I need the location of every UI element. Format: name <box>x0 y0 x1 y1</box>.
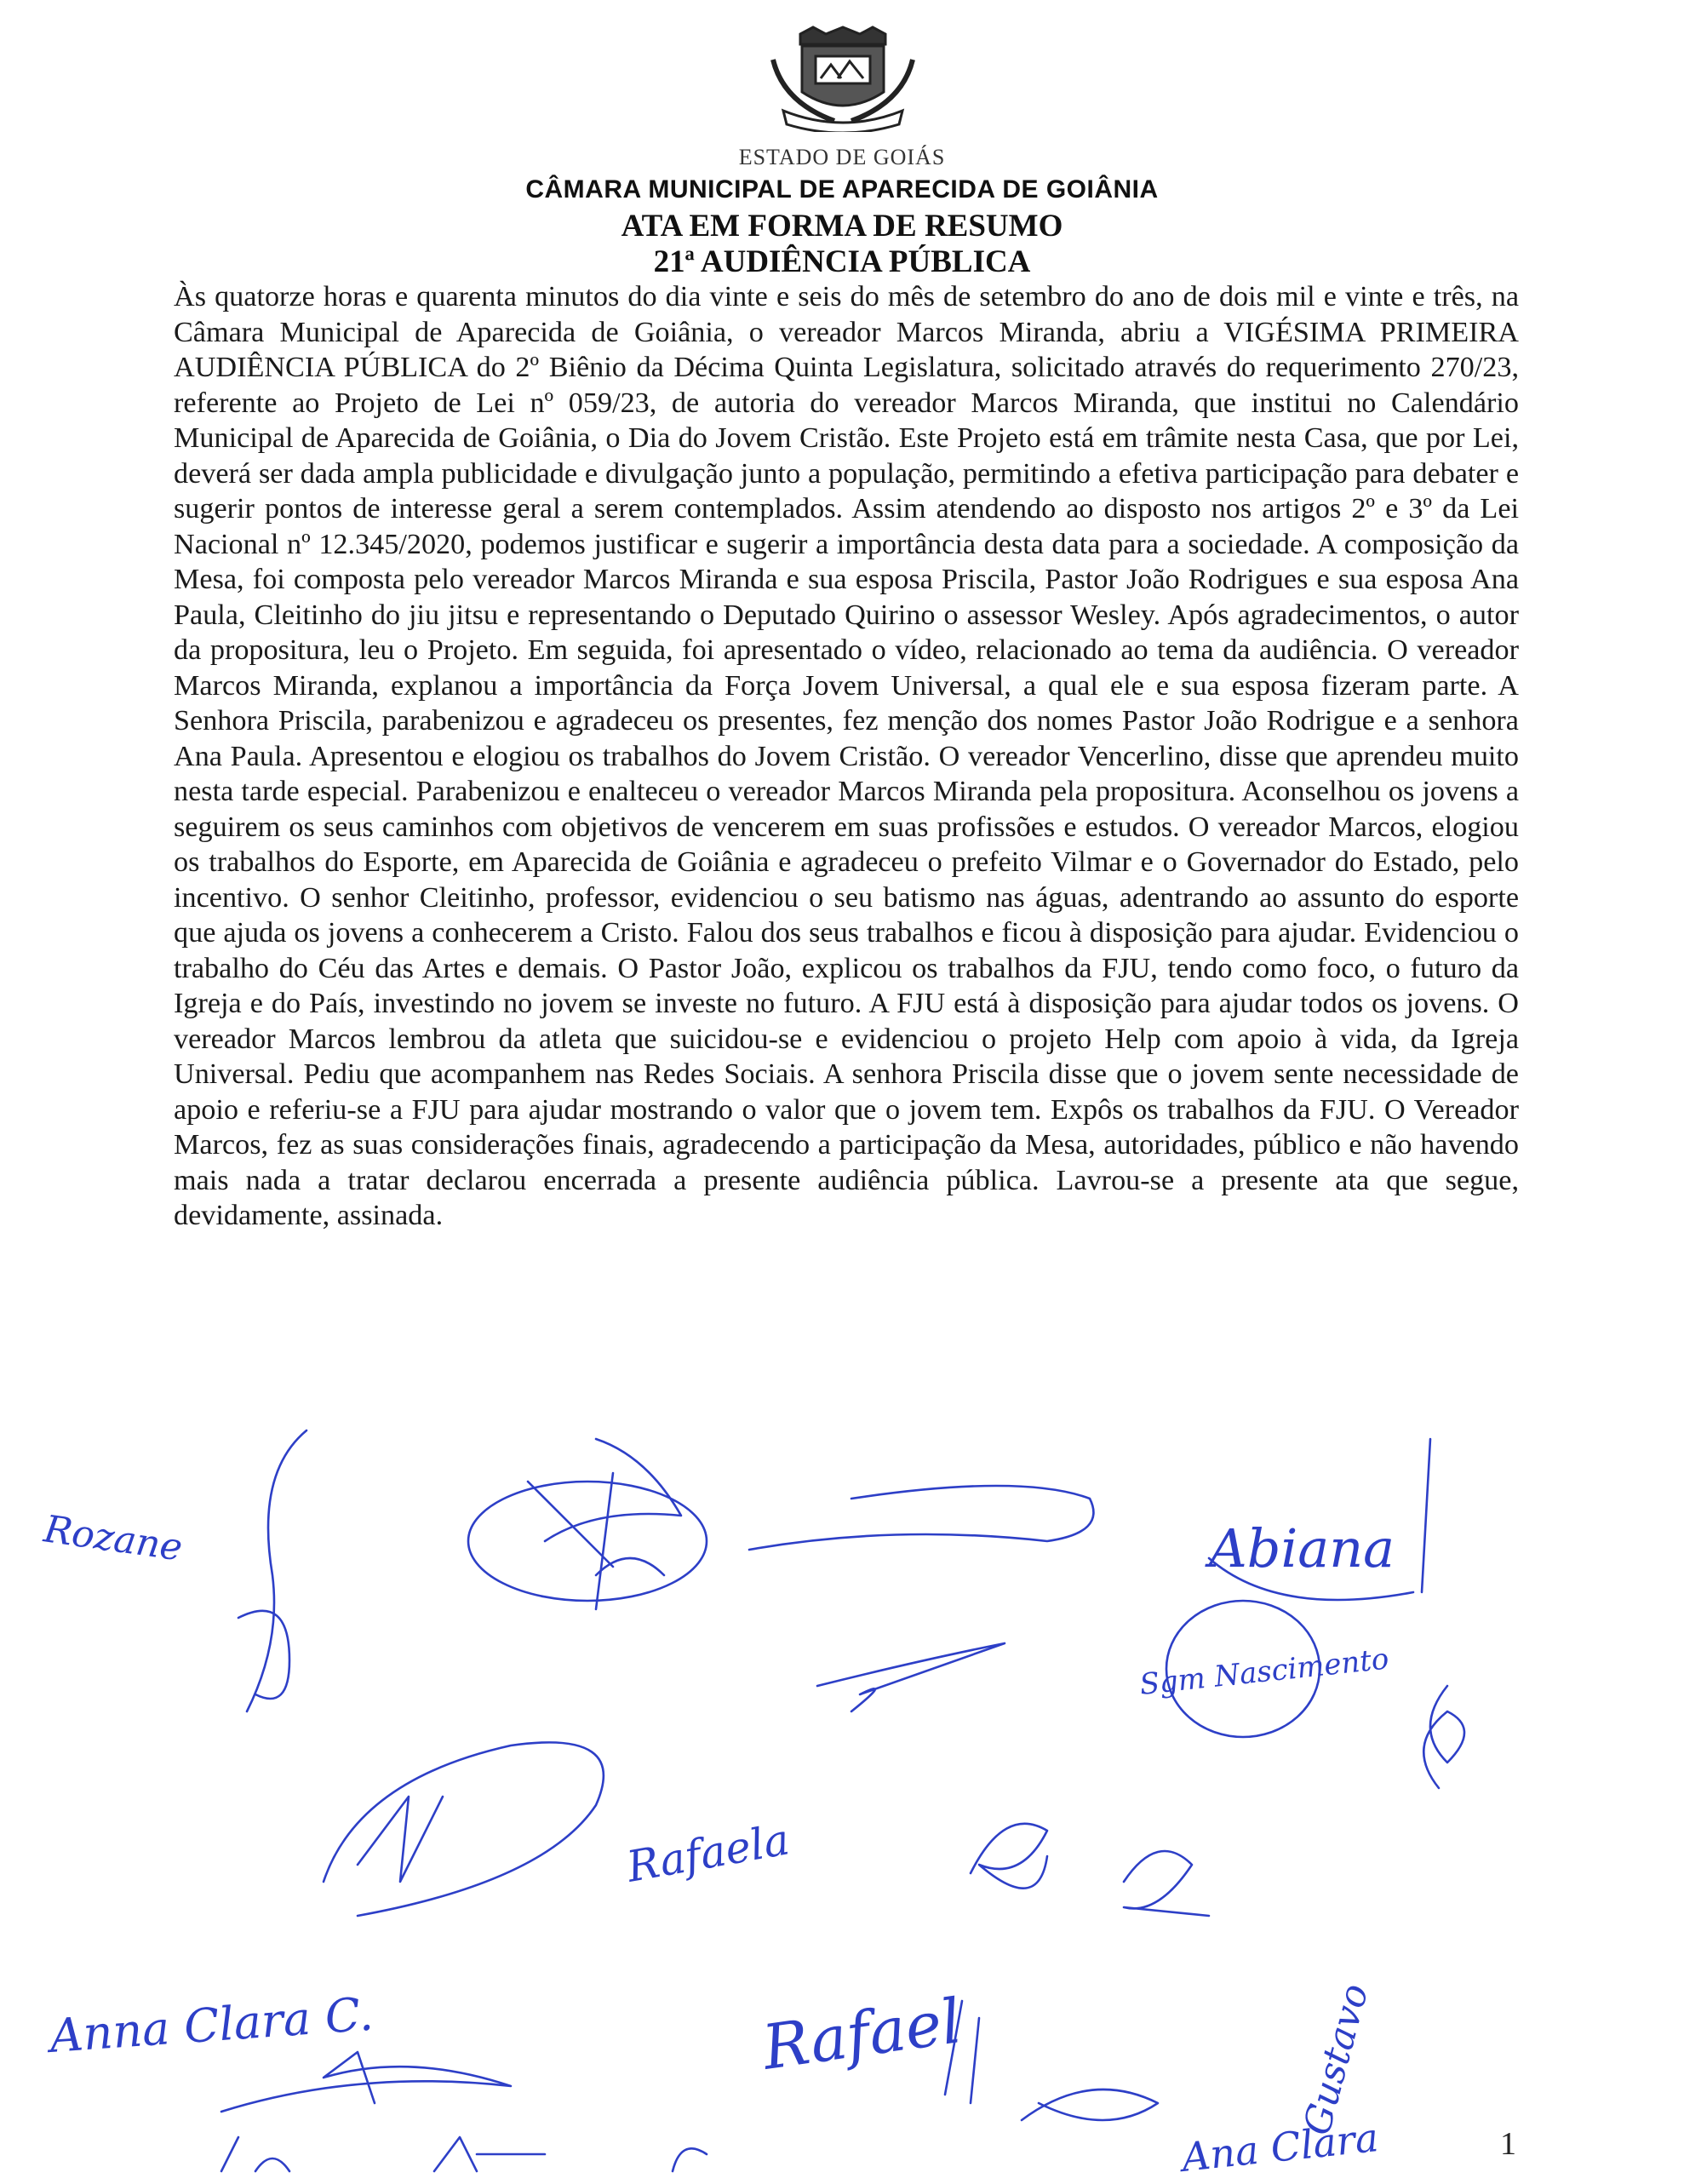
svg-text:Rozane: Rozane <box>41 1507 186 1570</box>
state-heading: ESTADO DE GOIÁS <box>738 145 946 169</box>
handwritten-signatures <box>0 1405 1684 2180</box>
minutes-paragraph: Às quatorze horas e quarenta minutos do dia vinte e seis do mês de setembro do ano de dois mil e vinte e três, na Câmara Municipal de Aparecida de Goiânia, o vereador Marcos Miranda, abriu a VIGÉSIMA PRIMEIRA AUDIÊNCIA PÚBLICA do 2º Biênio da Décima Quinta Legislatura, solicitado através do requerimento 270/23, referente ao Projeto de Lei nº 059/23, de autoria do vereador Marcos Miranda, que institui no Calendário Municipal de Aparecida de Goiânia, o Dia do Jovem Cristão. Este Projeto está em trâmite nesta Casa, que por Lei, deverá ser dada ampla publicidade e divulgação junto a população, permitindo a efetiva participação para debater e sugerir pontos de interesse geral a serem contemplados. Assim atendendo ao disposto nos artigos 2º e 3º da Lei Nacional nº 12.345/2020, podemos justificar e sugerir a importância desta data para a sociedade. A composição da Mesa, foi composta pelo vereador Marcos Miranda e sua esposa Priscila, Pastor João Rodrigues e sua esposa Ana Paula, Cleitinho do jiu jitsu e representando o Deputado Quirino o assessor Wesley. Após agradecimentos, o autor da propositura, leu o Projeto. Em seguida, foi apresentado o vídeo, relacionado ao tema da audiência. O vereador Marcos Miranda, explanou a importância da Força Jovem Universal, a qual ele e sua esposa fizeram parte. A Senhora Priscila, parabenizou e agradeceu os presentes, fez menção dos nomes Pastor João Rodrigue e a senhora Ana Paula. Apresentou e elogiou os trabalhos do Jovem Cristão. O vereador Vencerlino, disse que aprendeu muito nesta tarde especial. Parabenizou e enalteceu o vereador Marcos Miranda pela propositura. Aconselhou os jovens a seguirem os seus caminhos com objetivos de vencerem em suas profissões e estudos. O vereador Marcos, elogiou os trabalhos do Esporte, em Aparecida de Goiânia e agradeceu o prefeito Vilmar e o Governador do Estado, pelo incentivo. O senhor Cleitinho, professor, evidenciou o seu batismo nas águas, adentrando ao assunto do esporte que ajuda os jovens a conhecerem a Cristo. Falou dos seus trabalhos e ficou à disposição para ajudar. Evidenciou o trabalho do Céu das Artes e demais. O Pastor João, explicou os trabalhos da FJU, tendo como foco, o futuro da Igreja e do País, investindo no jovem se investe no futuro. A FJU está à disposição para ajudar todos os jovens. O vereador Marcos lembrou da atleta que suicidou-se e evidenciou o projeto Help com apoio à vida, da Igreja Universal. Pediu que acompanhem nas Redes Sociais. A senhora Priscila disse que o jovem sente necessidade de apoio e referiu-se a FJU para ajudar mostrando o valor que o jovem tem. Expôs os trabalhos da FJU. O Vereador Marcos, fez as suas considerações finais, agradecendo a participação da Mesa, autoridades, público e não havendo mais nada a tratar declarou encerrada a presente audiência pública. Lavrou-se a presente ata que segue, devidamente, assinada. <box>174 281 1519 1231</box>
svg-text:Anna Clara C.: Anna Clara C. <box>48 1986 375 2063</box>
svg-text:Ana Clara: Ana Clara <box>1179 2114 1381 2180</box>
svg-text:Sgm Nascimento: Sgm Nascimento <box>1137 1642 1391 1702</box>
svg-text:Gustavo: Gustavo <box>1295 1979 1378 2140</box>
page-number: 1 <box>1500 2126 1516 2162</box>
signatures-area <box>0 1405 1684 2180</box>
svg-text:Rafaela: Rafaela <box>623 1814 793 1892</box>
municipal-coat-of-arms-logo <box>749 26 937 132</box>
session-title: 21ª AUDIÊNCIA PÚBLICA <box>653 244 1031 279</box>
document-title: ATA EM FORMA DE RESUMO <box>621 209 1063 244</box>
svg-text:Rafael: Rafael <box>758 1985 966 2084</box>
chamber-name: CÂMARA MUNICIPAL DE APARECIDA DE GOIÂNIA <box>525 175 1159 203</box>
svg-text:Abiana: Abiana <box>1209 1517 1395 1579</box>
